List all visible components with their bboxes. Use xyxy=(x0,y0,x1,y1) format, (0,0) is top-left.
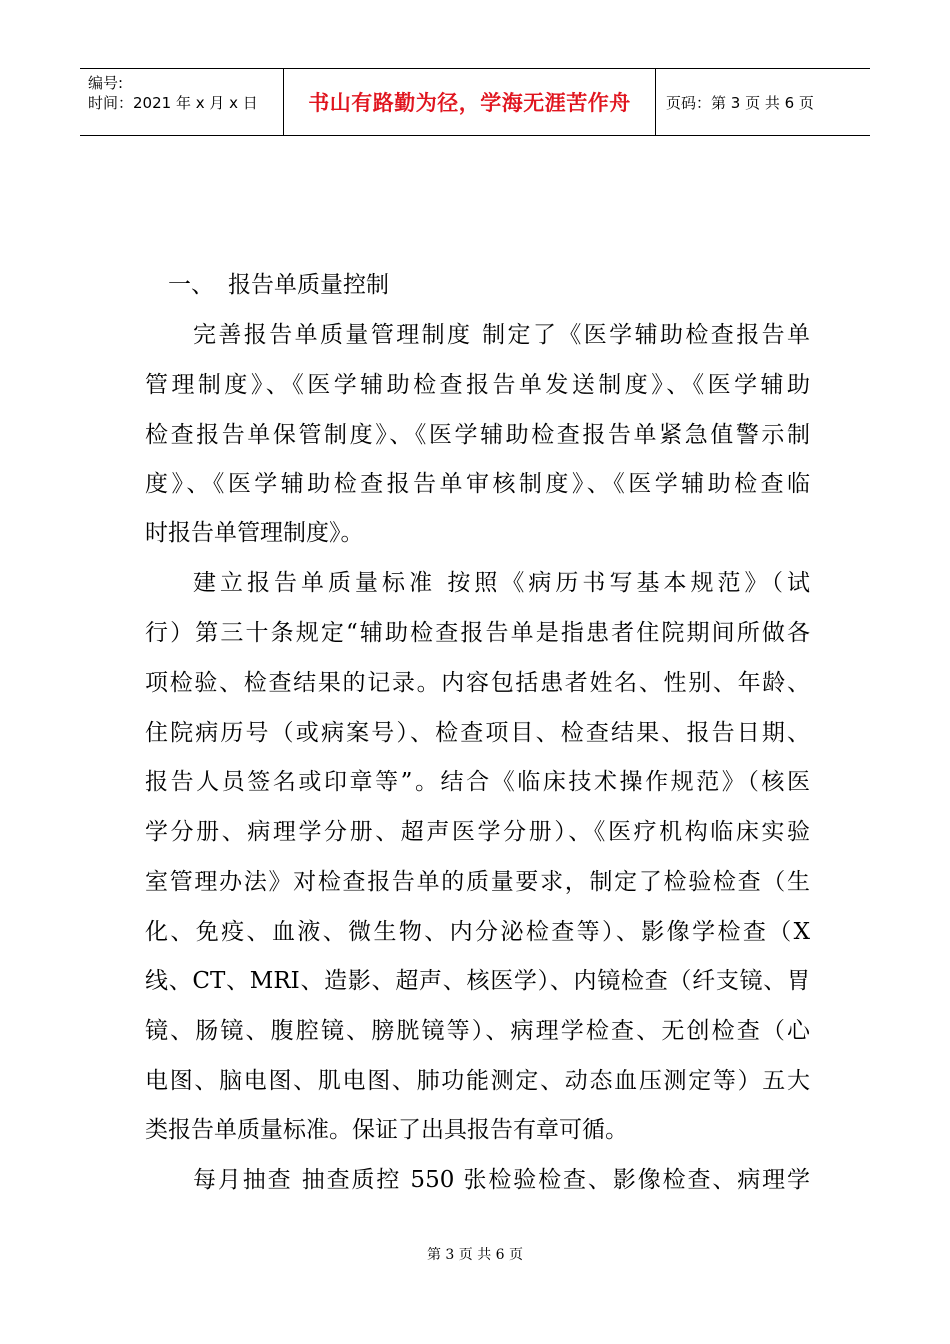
serial-number-label: 编号: xyxy=(88,74,124,92)
paragraph-line: 电图、脑电图、肌电图、肺功能测定、动态血压测定等）五大 xyxy=(145,1068,810,1094)
header-page-code: 页码：第 3 页 共 6 页 xyxy=(666,93,814,112)
paragraph-line: 时报告单管理制度》。 xyxy=(145,520,364,546)
section-number: 一、 xyxy=(168,272,214,298)
paragraph-line: 检查报告单保管制度》、《医学辅助检查报告单紧急值警示制 xyxy=(145,422,810,448)
date-label: 时间：2021 年 x 月 x 日 xyxy=(88,94,258,112)
paragraph-line: 类报告单质量标准。保证了出具报告有章可循。 xyxy=(145,1117,628,1143)
paragraph-line: 住院病历号（或病案号）、检查项目、检查结果、报告日期、 xyxy=(145,720,810,746)
paragraph-line: 化、免疫、血液、微生物、内分泌检查等）、影像学检查（X xyxy=(145,919,810,945)
header-divider xyxy=(655,69,656,135)
header-meta xyxy=(88,73,278,113)
paragraph-line: 报告人员签名或印章等”。结合《临床技术操作规范》（核医 xyxy=(145,769,810,795)
paragraph-line: 镜、肠镜、腹腔镜、膀胱镜等）、病理学检查、无创检查（心 xyxy=(145,1018,810,1044)
page-footer: 第 3 页 共 6 页 xyxy=(426,1247,524,1263)
section-heading xyxy=(168,270,389,300)
paragraph-line: 完善报告单质量管理制度 制定了《医学辅助检查报告单 xyxy=(193,322,810,348)
paragraph-line: 线、CT、MRI、造影、超声、核医学）、内镜检查（纤支镜、胃 xyxy=(145,968,810,994)
document-header xyxy=(80,68,870,136)
header-motto: 书山有路勤为径，学海无涯苦作舟 xyxy=(308,91,631,115)
paragraph-line: 度》、《医学辅助检查报告单审核制度》、《医学辅助检查临 xyxy=(145,471,810,497)
paragraph-line: 学分册、病理学分册、超声医学分册）、《医疗机构临床实验 xyxy=(145,819,810,845)
paragraph-line: 行）第三十条规定“辅助检查报告单是指患者住院期间所做各 xyxy=(145,620,810,646)
section-title: 报告单质量控制 xyxy=(228,272,389,298)
paragraph-line: 每月抽查 抽查质控 550 张检验检查、影像检查、病理学 xyxy=(193,1167,810,1193)
paragraph-line: 管理制度》、《医学辅助检查报告单发送制度》、《医学辅助 xyxy=(145,372,810,398)
paragraph-line: 项检验、检查结果的记录。内容包括患者姓名、性别、年龄、 xyxy=(145,670,810,696)
paragraph-line: 室管理办法》对检查报告单的质量要求，制定了检验检查（生 xyxy=(145,869,810,895)
paragraph-line: 建立报告单质量标准 按照《病历书写基本规范》（试 xyxy=(193,570,810,596)
